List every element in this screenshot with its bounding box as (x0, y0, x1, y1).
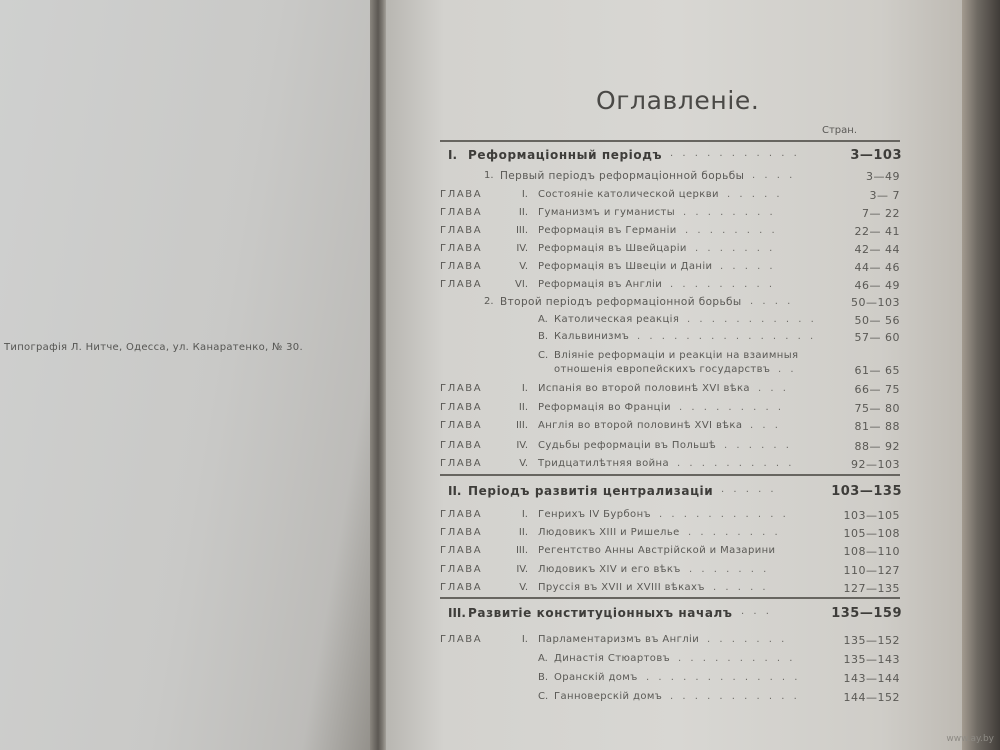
entry-title: Пруссія въ XVII и XVIII вѣкахъ (538, 582, 705, 593)
leader-dots: . . . . . . . . . . . (687, 314, 817, 325)
entry-number: B. (538, 672, 549, 683)
page-range: 75— 80 (854, 402, 900, 415)
toc-row (0, 634, 1000, 650)
toc-row (0, 484, 1000, 504)
toc-row (0, 545, 1000, 561)
chapter-label: ГЛАВА (440, 225, 483, 236)
entry-number: III. (448, 606, 466, 620)
page-range: 135—152 (843, 634, 900, 647)
page-range: 92—103 (851, 458, 900, 471)
entry-title: Состояніе католической церкви (538, 189, 719, 200)
entry-title: Кальвинизмъ (554, 331, 630, 342)
page-range: 50— 56 (854, 314, 900, 327)
entry-number: V. (519, 582, 528, 593)
entry-number: III. (515, 420, 528, 431)
chapter-label: ГЛАВА (440, 243, 483, 254)
chapter-label: ГЛАВА (440, 383, 483, 394)
leader-dots: . . . . . . . (695, 243, 776, 254)
leader-dots: . . . . . . . . . . . . . . . (637, 331, 817, 342)
entry-number: IV. (516, 564, 528, 575)
entry-number: I. (521, 634, 528, 645)
page-range: 3—49 (866, 170, 900, 183)
entry-number: I. (521, 383, 528, 394)
page-range: 46— 49 (854, 279, 900, 292)
chapter-label: ГЛАВА (440, 279, 483, 290)
toc-row (0, 243, 1000, 259)
page-range: 44— 46 (854, 261, 900, 274)
entry-title: Реформація въ Англіи (538, 279, 663, 290)
toc-row (0, 402, 1000, 418)
toc-row (0, 331, 1000, 347)
entry-title: Оранскій домъ (554, 672, 638, 683)
page-range: 3— 7 (869, 189, 900, 202)
chapter-label: ГЛАВА (440, 527, 483, 538)
chapter-label: ГЛАВА (440, 189, 483, 200)
page-range: 135—143 (843, 653, 900, 666)
entry-title: Испанія во второй половинѣ XVI вѣка (538, 383, 750, 394)
page-range: 61— 65 (854, 364, 900, 377)
leader-dots: . . . . (750, 296, 794, 307)
entry-number: V. (519, 261, 528, 272)
chapter-label: ГЛАВА (440, 545, 483, 556)
entry-title: Гуманизмъ и гуманисты (538, 207, 676, 218)
toc-row (0, 509, 1000, 525)
toc-row (0, 440, 1000, 456)
page-range: 3—103 (850, 148, 902, 163)
toc-row (0, 314, 1000, 330)
leader-dots: . . . (750, 420, 781, 431)
chapter-label: ГЛАВА (440, 207, 483, 218)
leader-dots: . . . . . . . . (685, 225, 778, 236)
page-range: 81— 88 (854, 420, 900, 433)
pages-column-label: Стран. (822, 125, 857, 136)
toc-row (0, 653, 1000, 669)
page-range: 7— 22 (862, 207, 900, 220)
entry-title: Реформація во Франціи (538, 402, 671, 413)
page-range: 143—144 (843, 672, 900, 685)
toc-row (0, 279, 1000, 295)
entry-number: 1. (484, 170, 494, 181)
entry-number: C. (538, 691, 549, 702)
entry-number: II. (518, 207, 528, 218)
chapter-label: ГЛАВА (440, 582, 483, 593)
entry-number: IV. (516, 243, 528, 254)
page-range: 103—135 (831, 484, 902, 499)
entry-title: Періодъ развитія централизаціи (468, 484, 714, 498)
entry-title: Второй періодъ реформаціонной борьбы (500, 296, 742, 308)
toc-row (0, 383, 1000, 399)
leader-dots: . . . . . . . (689, 564, 770, 575)
leader-dots: . . . . . . . . . . . (659, 509, 789, 520)
page-range: 42— 44 (854, 243, 900, 256)
entry-number: VI. (515, 279, 528, 290)
entry-title: Судьбы реформаціи въ Польшѣ (538, 440, 717, 451)
toc-row (0, 296, 1000, 312)
entry-number: II. (518, 527, 528, 538)
page-range: 66— 75 (854, 383, 900, 396)
toc-row (0, 606, 1000, 626)
leader-dots: . . (778, 364, 797, 375)
leader-dots: . . . . . . . . . . . (670, 691, 800, 702)
top-rule (440, 140, 900, 142)
page-range: 135—159 (831, 606, 902, 621)
page-range: 103—105 (843, 509, 900, 522)
section-rule (440, 474, 900, 476)
chapter-label: ГЛАВА (440, 634, 483, 645)
chapter-label: ГЛАВА (440, 458, 483, 469)
leader-dots: . . . . . . . . . (670, 279, 776, 290)
entry-title: Ганноверскій домъ (554, 691, 663, 702)
page-range: 127—135 (843, 582, 900, 595)
leader-dots: . . . . . (727, 189, 783, 200)
toc-row (0, 148, 1000, 168)
leader-dots: . . . . . . . . . . . (670, 148, 800, 159)
toc-row (0, 564, 1000, 580)
page-range: 57— 60 (854, 331, 900, 344)
leader-dots: . . . (758, 383, 789, 394)
entry-number: 2. (484, 296, 494, 307)
entry-number: I. (521, 189, 528, 200)
entry-title: Развитіе конституціонныхъ началъ (468, 606, 733, 620)
entry-title: отношенія европейскихъ государствъ (554, 364, 771, 375)
entry-title: Англія во второй половинѣ XVI вѣка (538, 420, 743, 431)
entry-number: II. (448, 484, 462, 498)
page-title: Оглавленіе. (596, 86, 760, 115)
entry-number: III. (515, 545, 528, 556)
toc-row (0, 672, 1000, 688)
page-range: 105—108 (843, 527, 900, 540)
leader-dots: . . . . . . . . . . (678, 653, 796, 664)
toc-row (0, 225, 1000, 241)
entry-title: Вліяніе реформаціи и реакціи на взаимныя (554, 350, 799, 361)
page-range: 22— 41 (854, 225, 900, 238)
toc-row (0, 170, 1000, 186)
entry-title: Людовикъ XIII и Ришелье (538, 527, 680, 538)
printer-imprint: Типографія Л. Нитче, Одесса, ул. Канаратенко, № 30. (4, 342, 303, 353)
toc-row (0, 420, 1000, 436)
leader-dots: . . . . . (721, 484, 777, 495)
chapter-label: ГЛАВА (440, 402, 483, 413)
entry-title: Династія Стюартовъ (554, 653, 671, 664)
entry-number: B. (538, 331, 549, 342)
leader-dots: . . . . . . . (707, 634, 788, 645)
entry-title: Реформація въ Швеціи и Даніи (538, 261, 713, 272)
page-range: 50—103 (851, 296, 900, 309)
chapter-label: ГЛАВА (440, 261, 483, 272)
leader-dots: . . . . . . (724, 440, 792, 451)
leader-dots: . . . . . (720, 261, 776, 272)
chapter-label: ГЛАВА (440, 509, 483, 520)
entry-title: Тридцатилѣтняя война (538, 458, 669, 469)
page-range: 88— 92 (854, 440, 900, 453)
leader-dots: . . . . (752, 170, 796, 181)
leader-dots: . . . (741, 606, 772, 617)
entry-number: II. (518, 402, 528, 413)
toc-row (0, 364, 1000, 380)
toc-row (0, 527, 1000, 543)
leader-dots: . . . . . . . . . . (677, 458, 795, 469)
entry-title: Католическая реакція (554, 314, 680, 325)
leader-dots: . . . . . . . . (683, 207, 776, 218)
leader-dots: . . . . . . . . (688, 527, 781, 538)
entry-number: I. (521, 509, 528, 520)
entry-title: Парламентаризмъ въ Англіи (538, 634, 700, 645)
entry-number: A. (538, 653, 548, 664)
entry-number: IV. (516, 440, 528, 451)
watermark: www.ay.by (946, 734, 994, 744)
entry-title: Реформаціонный періодъ (468, 148, 663, 162)
entry-title: Реформація въ Швейцаріи (538, 243, 687, 254)
chapter-label: ГЛАВА (440, 440, 483, 451)
leader-dots: . . . . . . . . . . . . . (646, 672, 801, 683)
toc-row (0, 691, 1000, 707)
chapter-label: ГЛАВА (440, 420, 483, 431)
page-range: 144—152 (843, 691, 900, 704)
entry-number: I. (448, 148, 458, 162)
toc-row (0, 189, 1000, 205)
entry-title: Первый періодъ реформаціонной борьбы (500, 170, 745, 182)
toc-row (0, 582, 1000, 598)
entry-number: III. (515, 225, 528, 236)
entry-number: V. (519, 458, 528, 469)
leader-dots: . . . . . . . . . (679, 402, 785, 413)
chapter-label: ГЛАВА (440, 564, 483, 575)
page-range: 110—127 (843, 564, 900, 577)
page-range: 108—110 (843, 545, 900, 558)
entry-title: Генрихъ IV Бурбонъ (538, 509, 651, 520)
leader-dots: . . . . . (713, 582, 769, 593)
entry-title: Людовикъ XIV и его вѣкъ (538, 564, 681, 575)
toc-row (0, 261, 1000, 277)
toc-row (0, 458, 1000, 474)
toc-row (0, 207, 1000, 223)
entry-title: Реформація въ Германіи (538, 225, 677, 236)
entry-title: Регентство Анны Австрійской и Мазарини (538, 545, 776, 556)
entry-number: A. (538, 314, 548, 325)
entry-number: C. (538, 350, 549, 361)
